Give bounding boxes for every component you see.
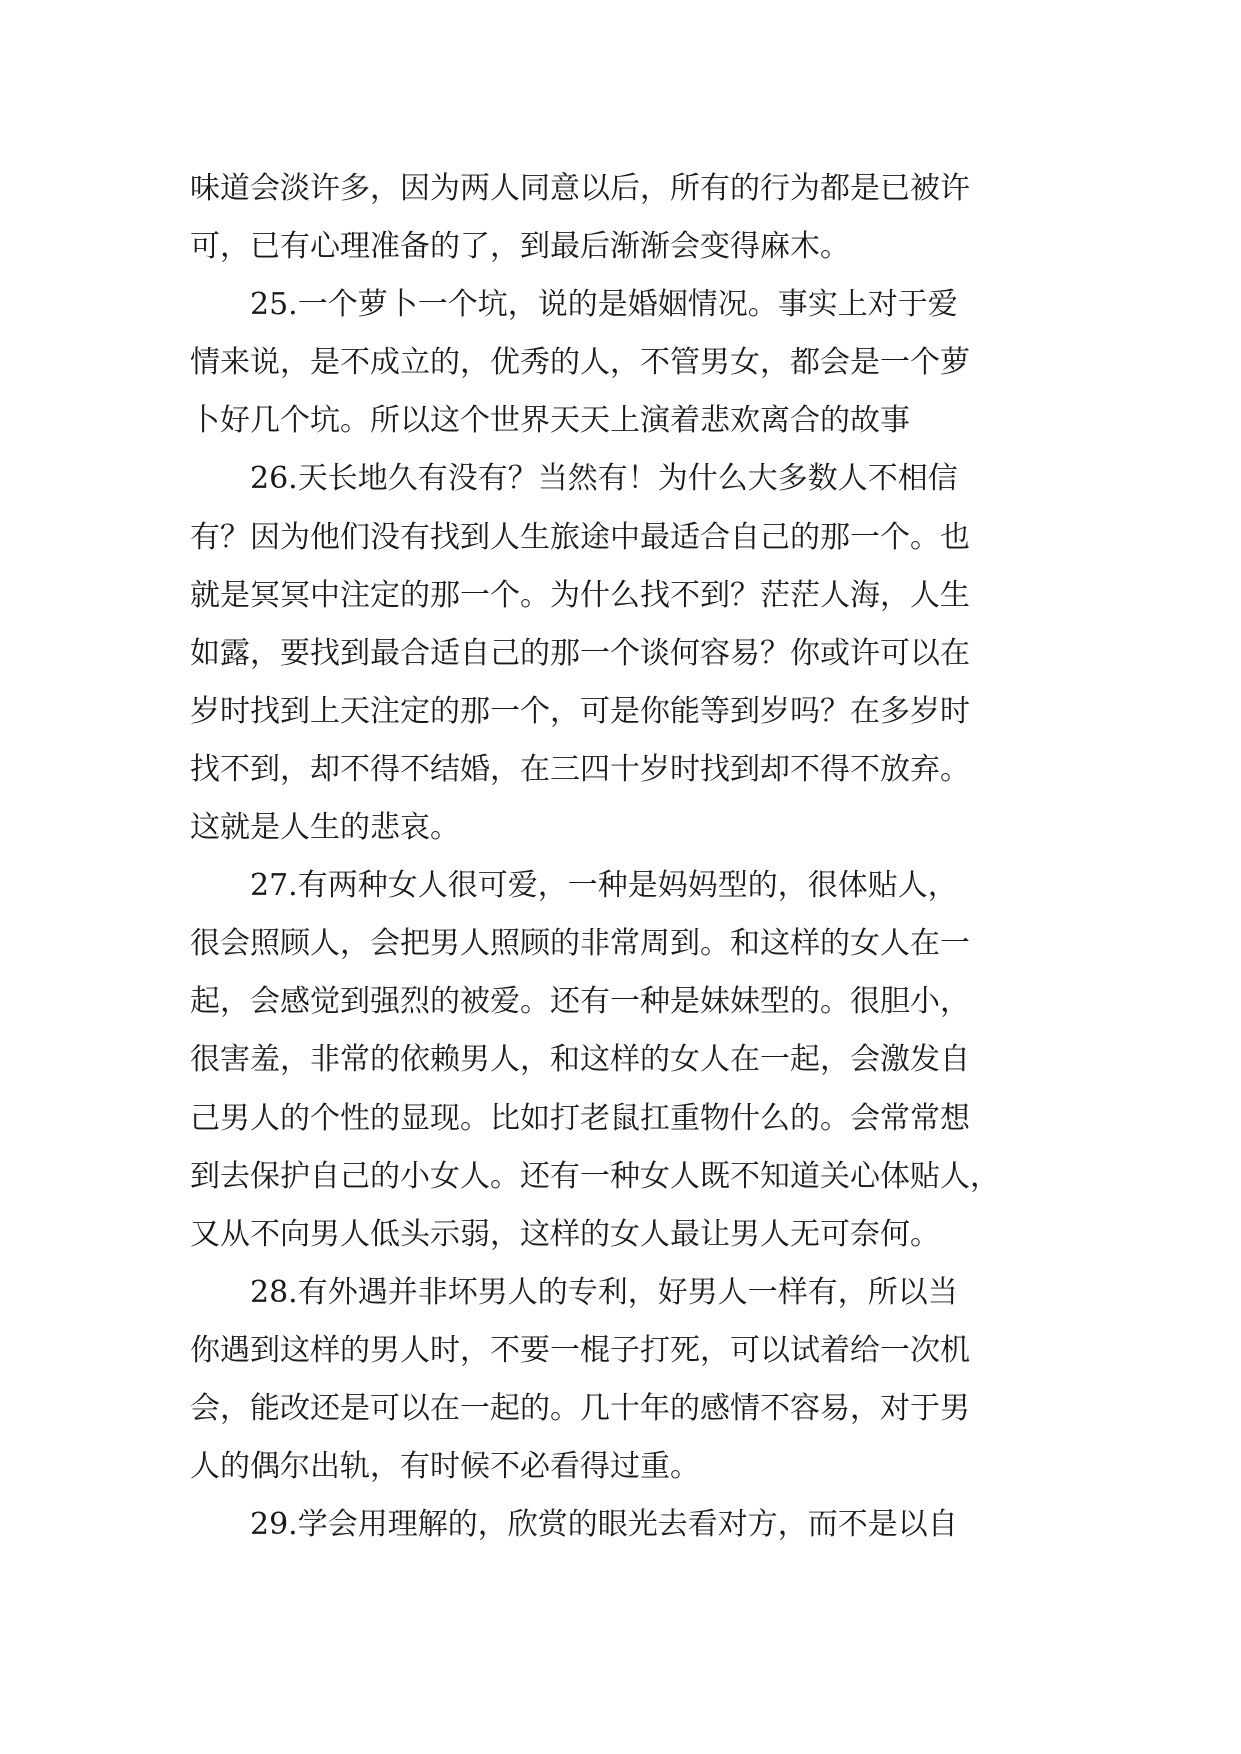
text-line: 就是冥冥中注定的那一个。为什么找不到？茫茫人海，人生 (190, 577, 970, 613)
text-line: 己男人的个性的显现。比如打老鼠扛重物什么的。会常常想 (190, 1100, 970, 1136)
text-line: 如露，要找到最合适自己的那一个谈何容易？你或许可以在 (190, 635, 970, 671)
text-line: 很会照顾人，会把男人照顾的非常周到。和这样的女人在一 (190, 926, 970, 962)
document-body (190, 160, 1060, 1554)
text-line: 这就是人生的悲哀。 (190, 810, 460, 846)
text-line: 卜好几个坑。所以这个世界天天上演着悲欢离合的故事 (190, 403, 910, 439)
text-line: 又从不向男人低头示弱，这样的女人最让男人无可奈何。 (190, 1216, 940, 1252)
text-line: 情来说，是不成立的，优秀的人，不管男女，都会是一个萝 (190, 345, 970, 381)
text-line: 28.有外遇并非坏男人的专利，好男人一样有，所以当 (190, 1274, 958, 1310)
text-line: 25.一个萝卜一个坑，说的是婚姻情况。事实上对于爱 (190, 287, 958, 323)
text-line: 26.天长地久有没有？当然有！为什么大多数人不相信 (190, 461, 958, 497)
text-line: 会，能改还是可以在一起的。几十年的感情不容易，对于男 (190, 1390, 970, 1426)
text-line: 人的偶尔出轨，有时候不必看得过重。 (190, 1449, 700, 1485)
text-line: 你遇到这样的男人时，不要一棍子打死，可以试着给一次机 (190, 1332, 970, 1368)
text-line: 有？因为他们没有找到人生旅途中最适合自己的那一个。也 (190, 519, 970, 555)
text-line: 岁时找到上天注定的那一个，可是你能等到岁吗？在多岁时 (190, 693, 970, 729)
text-line: 找不到，却不得不结婚，在三四十岁时找到却不得不放弃。 (190, 751, 970, 787)
text-line: 起，会感觉到强烈的被爱。还有一种是妹妹型的。很胆小， (190, 984, 970, 1020)
text-line: 27.有两种女人很可爱，一种是妈妈型的，很体贴人， (190, 868, 958, 904)
text-line: 到去保护自己的小女人。还有一种女人既不知道关心体贴人， (190, 1158, 1000, 1194)
text-line: 29.学会用理解的，欣赏的眼光去看对方，而不是以自 (190, 1507, 958, 1543)
text-line: 可，已有心理准备的了，到最后渐渐会变得麻木。 (190, 229, 850, 265)
text-line: 味道会淡许多，因为两人同意以后，所有的行为都是已被许 (190, 171, 970, 206)
text-line: 很害羞，非常的依赖男人，和这样的女人在一起，会激发自 (190, 1042, 970, 1078)
